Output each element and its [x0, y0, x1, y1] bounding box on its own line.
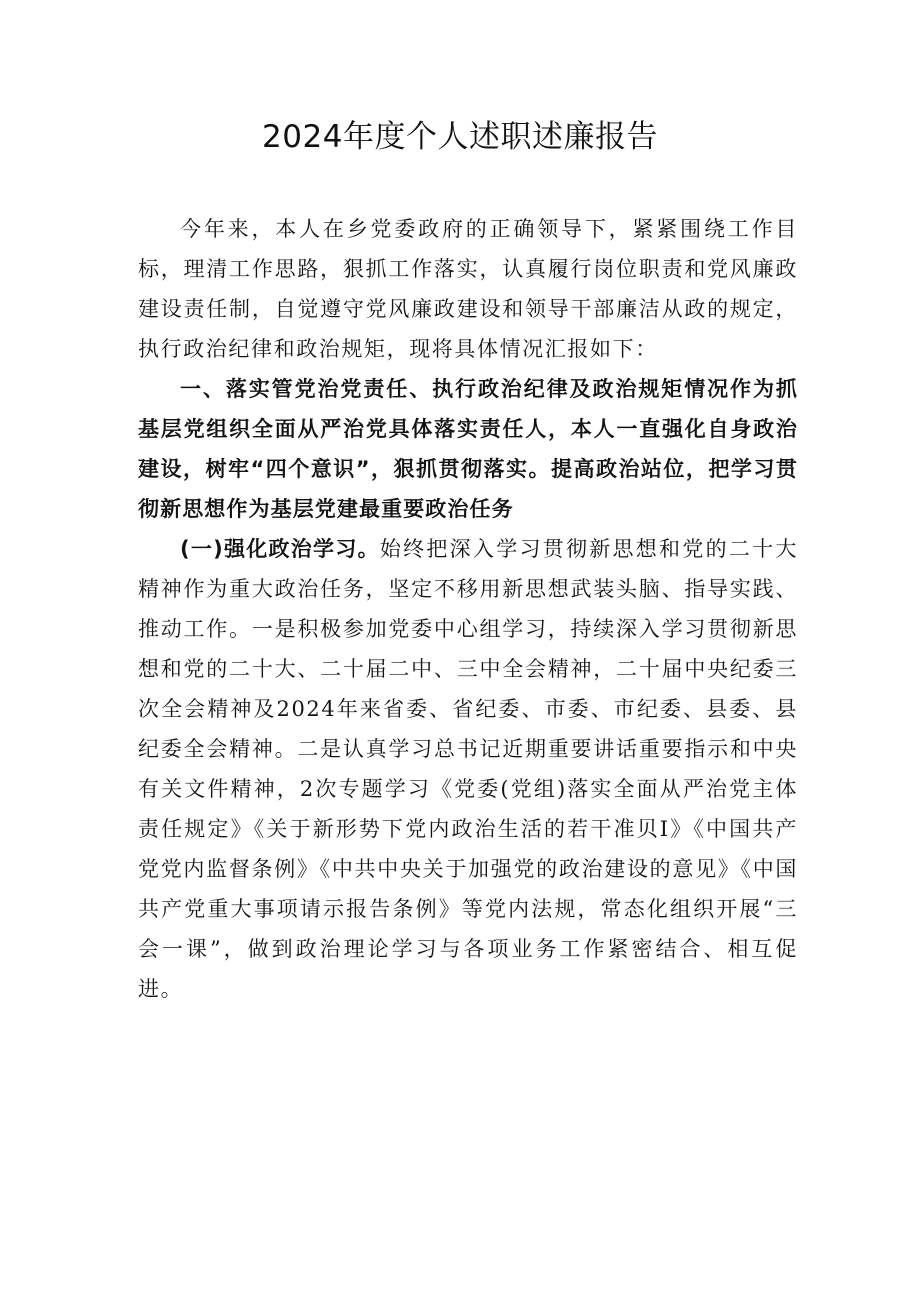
document-body [138, 209, 798, 1009]
document-title: 2024年度个人述职述廉报告 [262, 119, 658, 155]
subsection-1-paragraph [138, 529, 798, 1009]
intro-paragraph: 今年来，本人在乡党委政府的正确领导下，紧紧围绕工作目标，理清工作思路，狠抓工作落实，认真履行岗位职责和党风廉政建设责任制，自觉遵守党风廉政建设和领导干部廉洁从政的规定，执行政治纪律和政治规矩，现将具体情况汇报如下： [138, 217, 798, 361]
subsection-1-text: 始终把深入学习贯彻新思想和党的二十大精神作为重大政治任务，坚定不移用新思想武装头脑、指导实践、推动工作。一是积极参加党委中心组学习，持续深入学习贯彻新思想和党的二十大、二十届二中、三中全会精神，二十届中央纪委三次全会精神及2024年来省委、省纪委、市委、市纪委、县委、县纪委全会精神。二是认真学习总书记近期重要讲话重要指示和中央有关文件精神，2次专题学习《党委(党组)落实全面从严治党主体责任规定》《关于新形势下党内政治生活的若干准贝I》《中国共产党党内监督条例》《中共中央关于加强党的政治建设的意见》《中国共产党重大事项请示报告条例》等党内法规，常态化组织开展“三会一课”，做到政治理论学习与各项业务工作紧密结合、相互促进。 [138, 537, 798, 1001]
section-1-heading: 一、落实管党治党责任、执行政治纪律及政治规矩情况作为抓基层党组织全面从严治党具体落实责任人，本人一直强化自身政治建设，树牢“四个意识”，狠抓贯彻落实。提高政治站位，把学习贯彻新思想作为基层党建最重要政治任务 [138, 377, 798, 521]
subsection-1-lead: (一)强化政治学习。 [180, 537, 380, 561]
